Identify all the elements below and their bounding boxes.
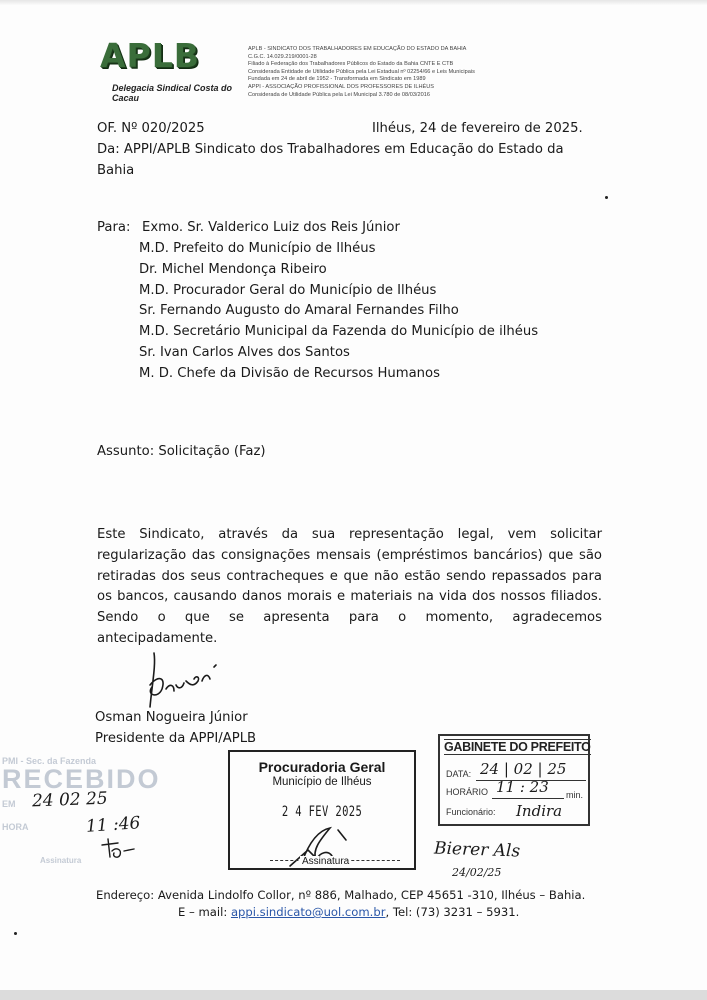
handwritten-name: Bierer Als: [433, 838, 521, 862]
letterhead-line: APLB - SINDICATO DOS TRABALHADORES EM EDUCAÇÃO DO ESTADO DA BAHIA: [248, 46, 467, 52]
body-line: os bancos, causando danos morais e materiais na vida dos nossos filiados.: [97, 589, 602, 605]
faded-received-stamp: [0, 752, 180, 867]
handwritten-initials: [98, 837, 138, 863]
gabinete-title-text: GABINETE DO PREFEITO: [444, 740, 591, 754]
place-date: Ilhéus, 24 de fevereiro de 2025.: [372, 121, 583, 136]
scan-top-edge: [0, 0, 707, 6]
handwritten-date: 24/02/25: [452, 866, 502, 879]
recipient-line: Sr. Ivan Carlos Alves dos Santos: [139, 345, 350, 360]
faded-stamp-line: Assinatura: [40, 856, 82, 865]
recipient-line: M.D. Prefeito do Município de Ilhéus: [139, 241, 376, 256]
gabinete-stamp: [438, 734, 590, 826]
gabinete-horario-label: HORÁRIO: [446, 787, 489, 797]
gabinete-funcionario-value: Indira: [516, 802, 563, 820]
recipient-line: Exmo. Sr. Valderico Luiz dos Reis Júnior: [142, 220, 400, 235]
recipient-line: M. D. Chefe da Divisão de Recursos Humanos: [139, 366, 440, 381]
scan-bottom-edge: [0, 990, 707, 1000]
signer-name: Osman Nogueira Júnior: [95, 710, 248, 725]
gabinete-data-value: 24 | 02 | 25: [480, 760, 567, 778]
footer-email-link[interactable]: appi.sindicato@uol.com.br: [230, 905, 386, 919]
logo-subtitle: Delegacia Sindical Costa do Cacau: [112, 83, 233, 103]
letterhead-line: C.G.C. 14.029.219/0001-28: [248, 53, 317, 60]
procuradoria-title: Procuradoria Geral: [258, 759, 386, 775]
from-line-2: Bahia: [97, 163, 135, 178]
letterhead-line: Considerada de Utilidade Pública pela Lei Municipal 3.780 de 08/03/2016: [248, 91, 430, 98]
body-line: retiradas dos seus contracheques e que não estão sendo repassados para: [97, 568, 602, 584]
recipient-line: M.D. Procurador Geral do Município de Ilhéus: [139, 283, 437, 298]
procuradoria-stamp: [228, 750, 416, 870]
faded-stamp-line: HORA: [2, 822, 29, 832]
footer-email-label: E – mail:: [178, 905, 228, 919]
handwritten-received-time: 11 :46: [85, 813, 142, 837]
letterhead-line: Fundada em 24 de abril de 1952 - Transformada em Sindicato em 1989: [248, 76, 426, 83]
procuradoria-subtitle: Município de Ilhéus: [272, 776, 372, 788]
recipient-line: M.D. Secretário Municipal da Fazenda do Município de ilhéus: [139, 324, 539, 339]
procuradoria-signature-label: Assinatura: [302, 856, 350, 867]
subject: Assunto: Solicitação (Faz): [97, 444, 266, 459]
body-line: Este Sindicato, através da sua representação legal, vem solicitar: [97, 527, 602, 542]
footer-contact: [178, 905, 519, 919]
footer-address: Endereço: Avenida Lindolfo Collor, nº 886, Malhado, CEP 45651 -310, Ilhéus – Bahia.: [96, 888, 586, 902]
faded-stamp-received: RECEBIDO: [2, 764, 161, 794]
letterhead-info: [248, 46, 568, 99]
body-line: Sendo o que se apresenta para o momento, agradecemos: [97, 610, 602, 626]
office-number: OF. Nº 020/2025: [97, 121, 205, 136]
letterhead-line: APPI - ASSOCIAÇÃO PROFISSIONAL DOS PROFESSORES DE ILHÉUS: [248, 83, 434, 90]
gabinete-min-label: min.: [566, 790, 584, 800]
body-line: regularização das consignações mensais (empréstimos bancários) que são: [97, 547, 602, 563]
recipient-line: Sr. Fernando Augusto do Amaral Fernandes Filho: [139, 303, 459, 318]
letterhead-line: Filiado à Federação dos Trabalhadores Públicos do Estado da Bahia CNTE E CTB: [248, 61, 454, 68]
gabinete-funcionario-label: Funcionário:: [446, 807, 496, 817]
footer-tel: , Tel: (73) 3231 – 5931.: [385, 905, 520, 919]
faded-stamp-line: EM: [2, 799, 16, 809]
body-line: antecipadamente.: [97, 630, 218, 646]
from-line-1: Da: APPI/APLB Sindicato dos Trabalhadores em Educação do Estado da: [97, 142, 564, 157]
handwritten-received-date: 24 02 25: [31, 788, 109, 812]
scan-speck: [14, 932, 17, 935]
letterhead-line: Considerada Entidade de Utilidade Pública pela Lei Estadual nº 02254/66 e Leis Municipais: [248, 68, 475, 75]
gabinete-title: [444, 740, 591, 754]
body-paragraph: [97, 525, 602, 650]
logo-text: APLB: [100, 36, 200, 75]
aplb-logo: [100, 36, 250, 106]
gabinete-data-label: DATA:: [446, 769, 472, 779]
gabinete-horario-underline: [492, 798, 564, 799]
recipients-prefix: Para:: [97, 220, 131, 235]
procuradoria-date: 2 4 FEV 2025: [281, 804, 363, 820]
gabinete-horario-value: 11 : 23: [496, 778, 549, 796]
signer-role: Presidente da APPI/APLB: [95, 731, 257, 746]
scan-speck: [605, 196, 608, 199]
faded-stamp-line: PMI - Sec. da Fazenda: [2, 756, 97, 766]
recipient-line: Dr. Michel Mendonça Ribeiro: [139, 262, 327, 277]
